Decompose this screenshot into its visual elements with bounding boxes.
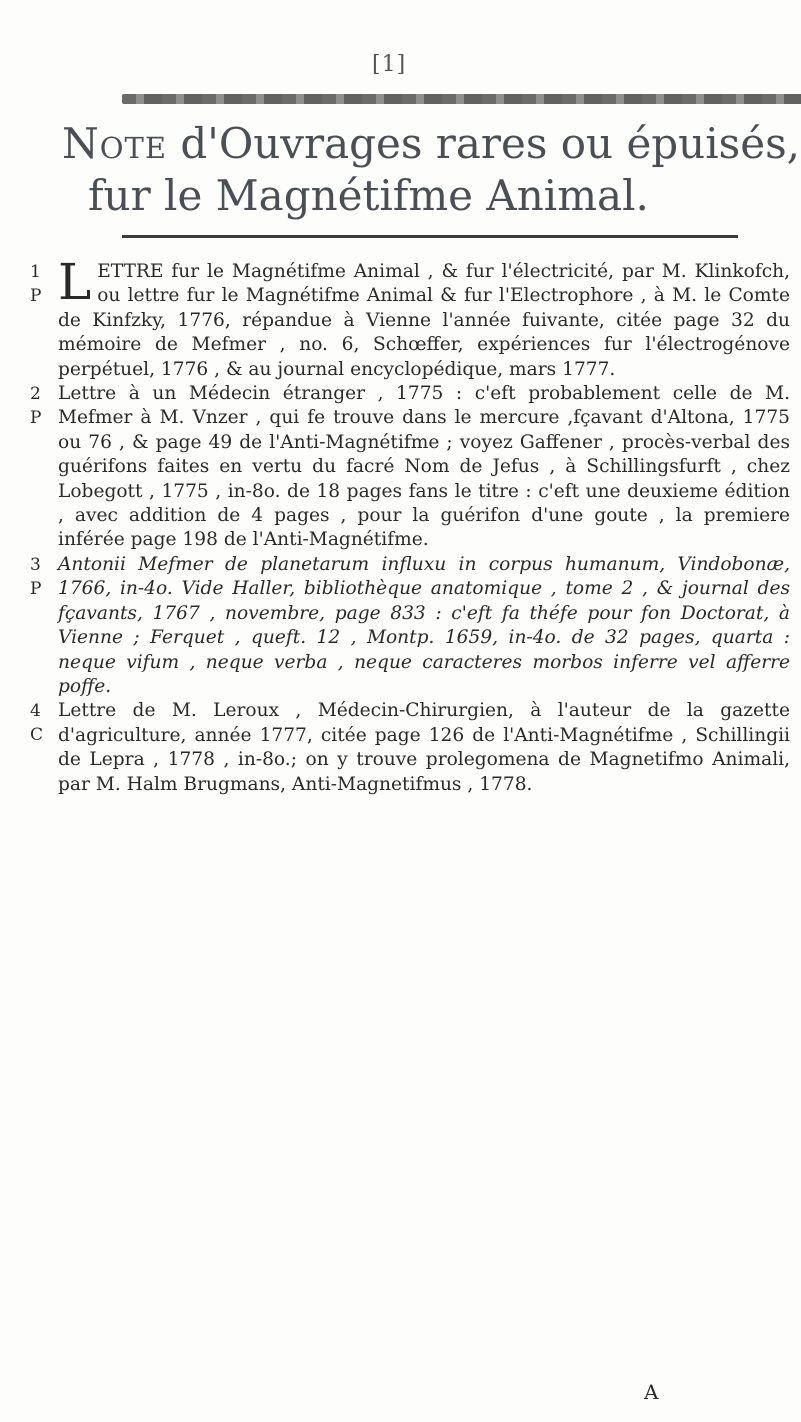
- entry-4: [30, 699, 790, 797]
- entry-text: Lettre de M. Leroux , Médecin-Chirurgien, à l'auteur de la gazette d'agriculture, année 1777, citée page 126 de l'Anti-Magnétifme , Schillingii de Lepra , 1778 , in-8o.; on y trouve prolegomena de Magnetifmo Animali, par M. Halm Brugmans, Anti-Magnetifmus , 1778.: [58, 700, 790, 795]
- entry-1: [30, 253, 790, 382]
- title-line-1: [62, 118, 801, 170]
- page-number: [1]: [372, 52, 407, 77]
- title-line-1-rest: d'Ouvrages rares ou épuisés,: [167, 119, 800, 168]
- title-divider: [122, 235, 738, 238]
- entry-text: [58, 253, 790, 382]
- entry-number: 2: [30, 384, 41, 405]
- entry-text: Lettre à un Médecin étranger , 1775 : c'eft probablement celle de M. Mefmer à M. Vnzer , qui fe trouve dans le mercure ,fçavant d'Altona, 1775 ou 76 , & page 49 de l'Anti-Magnétifme ; voyez Gaffener , procès-verbal des guérifons faites en vertu du facré Nom de Jefus , à Schillingsfurft , chez Lobegott , 1775 , in-8o. de 18 pages fans le titre : c'eft une deuxieme édition , avec addition de 4 pages , pour la guérifon d'une goute , la premiere inférée page 198 de l'Anti-Magnétifme.: [58, 383, 790, 551]
- entry-number: 1: [30, 262, 41, 282]
- entry-2: [30, 382, 790, 553]
- entry-number: 4: [30, 701, 41, 722]
- ornamental-rule: [122, 94, 801, 104]
- drop-cap: L: [58, 253, 92, 311]
- catchword: A: [644, 1380, 659, 1404]
- entry-margin-letter: P: [30, 578, 42, 599]
- title-prefix: Note: [62, 119, 168, 168]
- entry-body: ETTRE fur le Magnétifme Animal , & fur l'électricité, par M. Klinkofch, ou lettre fur le Magnétifme Animal & fur l'Electrophore , à M. le Comte de Kinfzky, 1776, répandue à Vienne l'année fuivante, citée page 32 du mémoire de Mefmer , no. 6, Schœffer, expériences fur l'électrogénove perpétuel, 1776 , & au journal encyclopédique, mars 1777.: [58, 261, 790, 380]
- title-line-2: fur le Magnétifme Animal.: [88, 171, 649, 220]
- entry-list: [30, 253, 790, 797]
- entry-number: 3: [30, 554, 41, 575]
- page-title: [62, 118, 801, 222]
- entry-margin-letter: C: [30, 725, 44, 746]
- entry-text: Antonii Mefmer de planetarum influxu in corpus humanum, Vindobonæ, 1766, in-4o. Vide Haller, bibliothèque anatomique , tome 2 , & journal des fçavants, 1767 , novembre, page 833 : c'eft fa théfe pour fon Doctorat, à Vienne ; Ferquet , queft. 12 , Montp. 1659, in-4o. de 32 pages, quarta : neque vifum , neque verba , neque caracteres morbos inferre vel afferre poffe.: [58, 553, 790, 697]
- entry-margin-letter: P: [30, 286, 42, 306]
- entry-3: [30, 553, 790, 699]
- entry-margin-letter: P: [30, 408, 42, 429]
